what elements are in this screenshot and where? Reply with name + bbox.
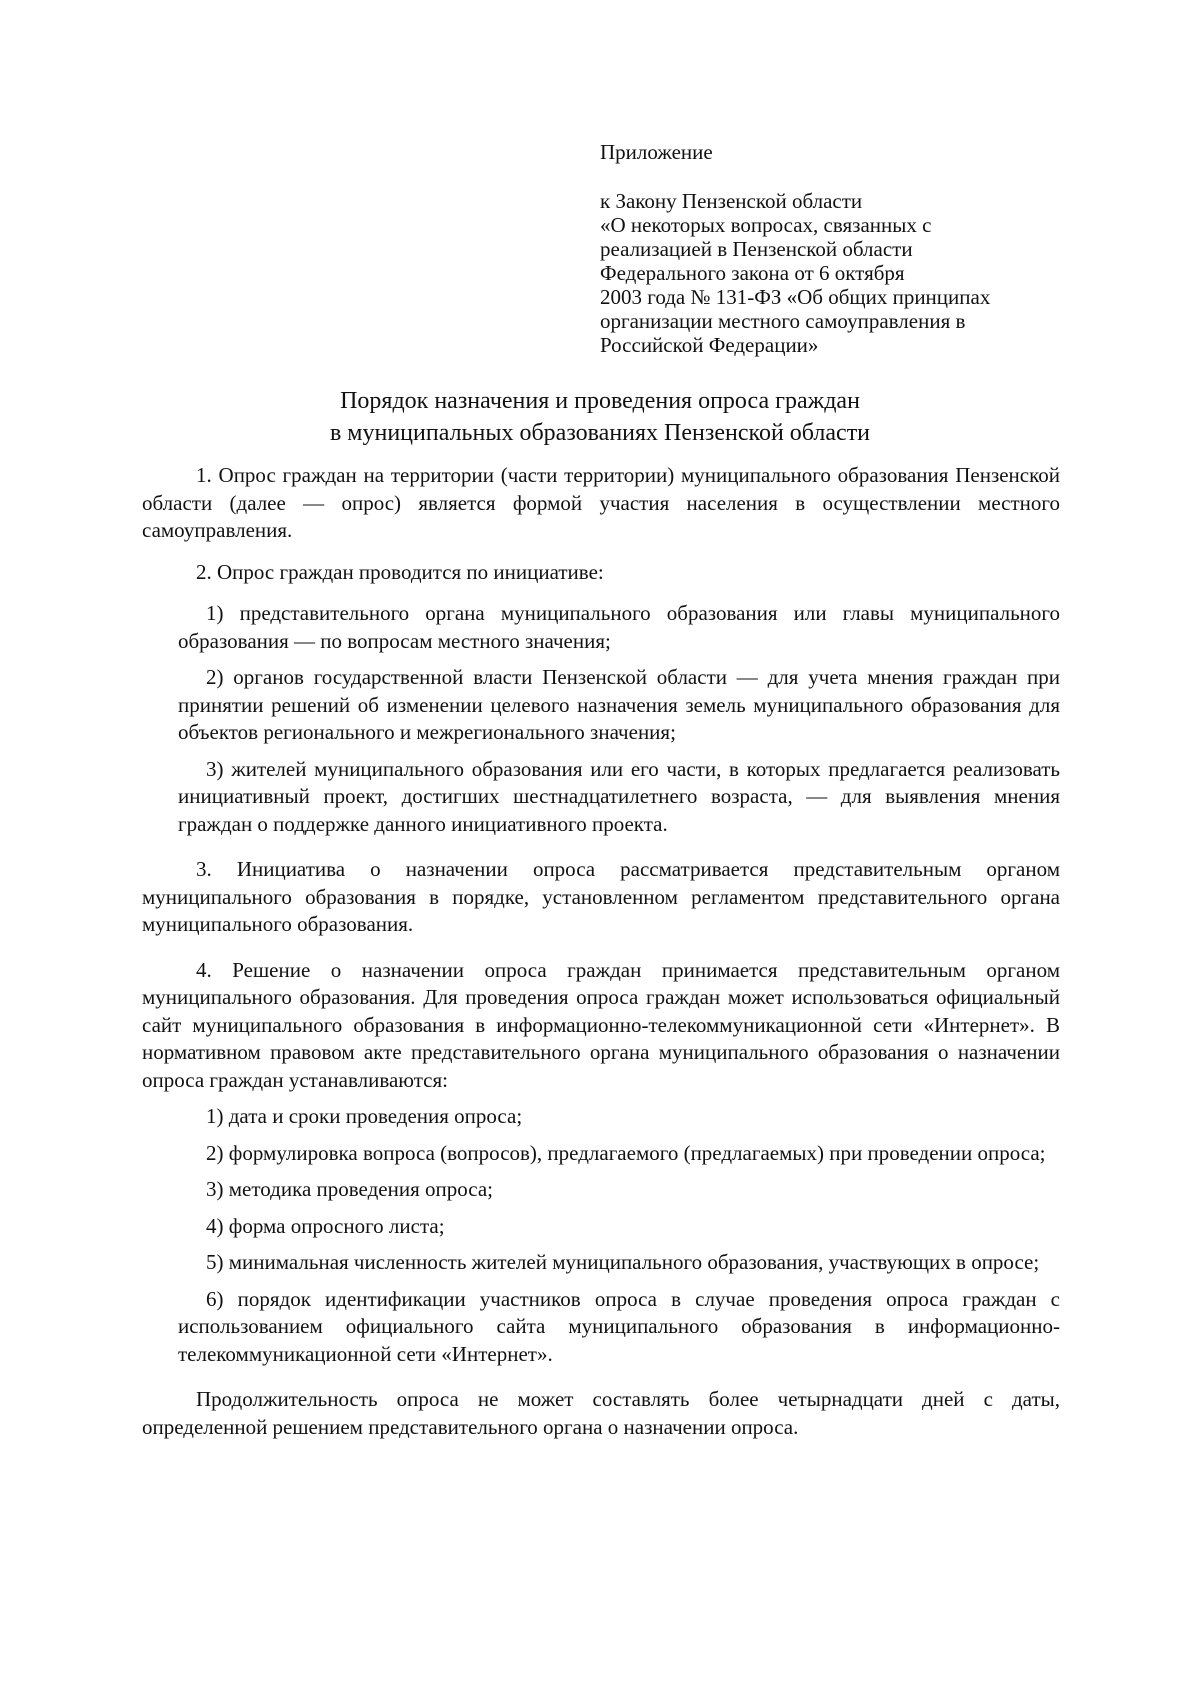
list-item: 5) минимальная численность жителей муниципального образования, участвующих в опросе; bbox=[206, 1250, 1040, 1274]
document-body bbox=[142, 462, 1060, 1441]
list-item: 3) жителей муниципального образования или его части, в которых предлагается реализовать инициативный проект, достигших шестнадцатилетнего возраста, — для выявления мнения граждан о поддержке данного инициативного проекта. bbox=[178, 756, 1060, 836]
appendix-line: к Закону Пензенской области bbox=[600, 189, 863, 213]
list-item: 2) формулировка вопроса (вопросов), предлагаемого (предлагаемых) при проведении опроса; bbox=[206, 1140, 1046, 1165]
appendix-line: Федерального закона от 6 октября bbox=[600, 261, 905, 285]
list-item: 3) методика проведения опроса; bbox=[206, 1177, 493, 1201]
document-title-line: Порядок назначения и проведения опроса граждан bbox=[340, 388, 860, 414]
list-item: 2) органов государственной власти Пензенской области — для учета мнения граждан при принятии решений об изменении целевого назначения земель муниципального образования для объектов регионального и межрегионального значения; bbox=[178, 665, 1060, 744]
list-item: 4) форма опросного листа; bbox=[206, 1213, 445, 1238]
list-item: 1) представительного органа муниципального образования или главы муниципального образования — по вопросам местного значения; bbox=[178, 601, 1060, 653]
appendix-line: реализацией в Пензенской области bbox=[600, 237, 913, 261]
document-title bbox=[140, 385, 1060, 449]
appendix-line: организации местного самоуправления в bbox=[600, 309, 966, 333]
list-item: 6) порядок идентификации участников опроса в случае проведения опроса граждан с использованием официального сайта муниципального образования в информационно-телекоммуникационной сети «Интернет». bbox=[178, 1286, 1060, 1366]
appendix-title: Приложение bbox=[600, 140, 713, 164]
paragraph-5: Продолжительность опроса не может составлять более четырнадцати дней с даты, определенной решением представительного органа о назначении опроса. bbox=[142, 1387, 1060, 1439]
appendix-line: Российской Федерации» bbox=[600, 333, 819, 357]
appendix-line: «О некоторых вопросах, связанных с bbox=[600, 213, 932, 237]
paragraph-4: 4. Решение о назначении опроса граждан принимается представительным органом муниципального образования. Для проведения опроса граждан может использоваться официальный сайт муниципального образования в информационно-телекоммуникационной сети «Интернет». В нормативном правовом акте представительного органа муниципального образования о назначении опроса граждан устанавливаются: bbox=[142, 957, 1060, 1092]
paragraph-1: 1. Опрос граждан на территории (части территории) муниципального образования Пензенской области (далее — опрос) является формой участия населения в осуществлении местного самоуправления. bbox=[142, 463, 1060, 542]
document-title-line: в муниципальных образованиях Пензенской области bbox=[329, 420, 871, 446]
appendix-header bbox=[600, 140, 1080, 357]
paragraph-3: 3. Инициатива о назначении опроса рассматривается представительным органом муниципального образования в порядке, установленном регламентом представительного органа муниципального образования. bbox=[142, 857, 1060, 936]
appendix-line: 2003 года № 131-ФЗ «Об общих принципах bbox=[600, 285, 991, 309]
paragraph-2: 2. Опрос граждан проводится по инициативе: bbox=[196, 559, 604, 584]
list-item: 1) дата и сроки проведения опроса; bbox=[206, 1104, 523, 1128]
